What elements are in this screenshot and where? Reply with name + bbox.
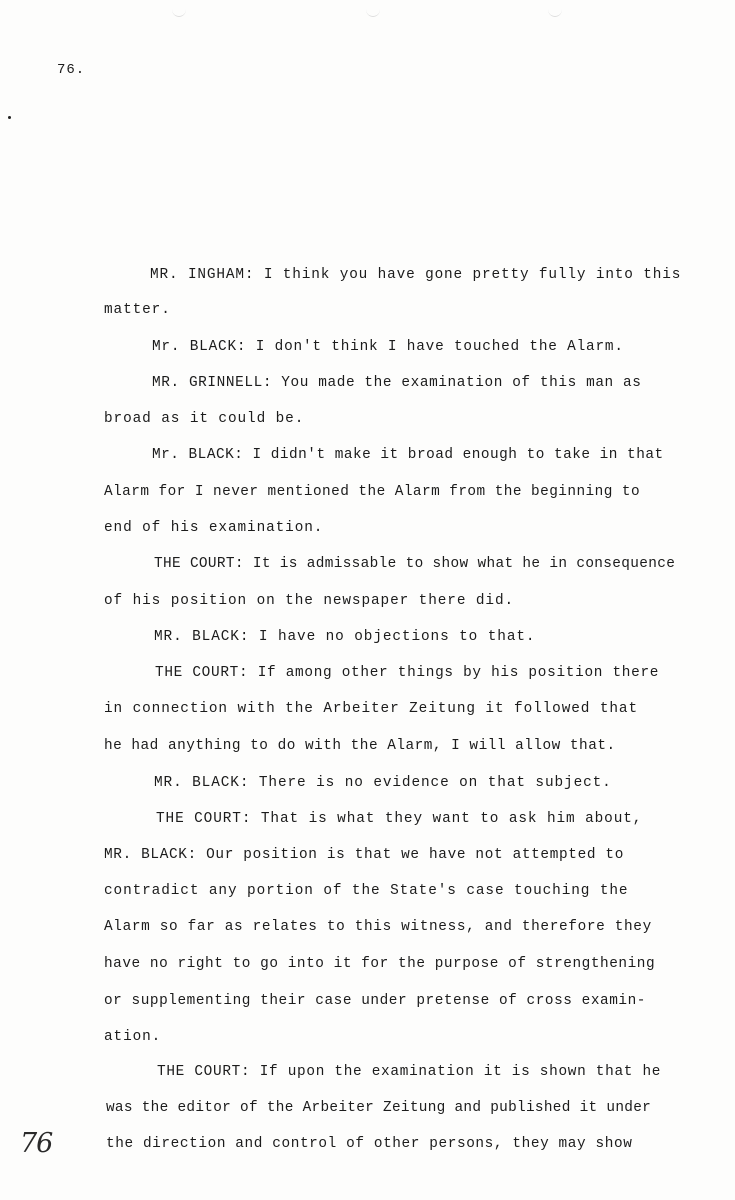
text-line: MR. GRINNELL: You made the examination of this man as <box>152 375 642 391</box>
text-line: or supplementing their case under pretense of cross examin- <box>104 993 646 1009</box>
page-number: 76. <box>57 62 86 78</box>
text-line: Alarm so far as relates to this witness, and therefore they <box>104 919 652 935</box>
text-line: contradict any portion of the State's case touching the <box>104 883 629 899</box>
text-line: broad as it could be. <box>104 411 305 427</box>
margin-mark <box>8 116 11 119</box>
text-line: ation. <box>104 1029 162 1045</box>
text-line: THE COURT: If upon the examination it is shown that he <box>157 1064 662 1080</box>
text-line: Mr. BLACK: I don't think I have touched the Alarm. <box>152 339 624 355</box>
text-line: MR. BLACK: There is no evidence on that subject. <box>154 775 612 791</box>
text-line: of his position on the newspaper there did. <box>104 593 515 609</box>
text-line: MR. BLACK: I have no objections to that. <box>154 629 536 645</box>
text-line: matter. <box>104 302 171 318</box>
text-line: Mr. BLACK: I didn't make it broad enough to take in that <box>152 447 664 463</box>
text-line: THE COURT: That is what they want to ask him about, <box>156 811 643 827</box>
scan-mark <box>172 2 186 17</box>
text-line: was the editor of the Arbeiter Zeitung and published it under <box>106 1100 652 1116</box>
text-line: have no right to go into it for the purpose of strengthening <box>104 956 656 972</box>
text-line: MR. INGHAM: I think you have gone pretty fully into this <box>150 267 682 283</box>
text-line: end of his examination. <box>104 520 324 536</box>
text-line: THE COURT: It is admissable to show what he in consequence <box>154 556 676 572</box>
text-line: THE COURT: If among other things by his position there <box>155 665 660 681</box>
scan-mark <box>548 2 562 17</box>
text-line: the direction and control of other persons, they may show <box>106 1136 633 1152</box>
text-line: he had anything to do with the Alarm, I will allow that. <box>104 738 616 754</box>
scan-mark <box>366 2 380 17</box>
handwritten-page-number: 76 <box>20 1128 53 1159</box>
text-line: Alarm for I never mentioned the Alarm from the beginning to <box>104 484 641 500</box>
text-line: in connection with the Arbeiter Zeitung it followed that <box>104 701 639 717</box>
text-line: MR. BLACK: Our position is that we have not attempted to <box>104 847 625 863</box>
